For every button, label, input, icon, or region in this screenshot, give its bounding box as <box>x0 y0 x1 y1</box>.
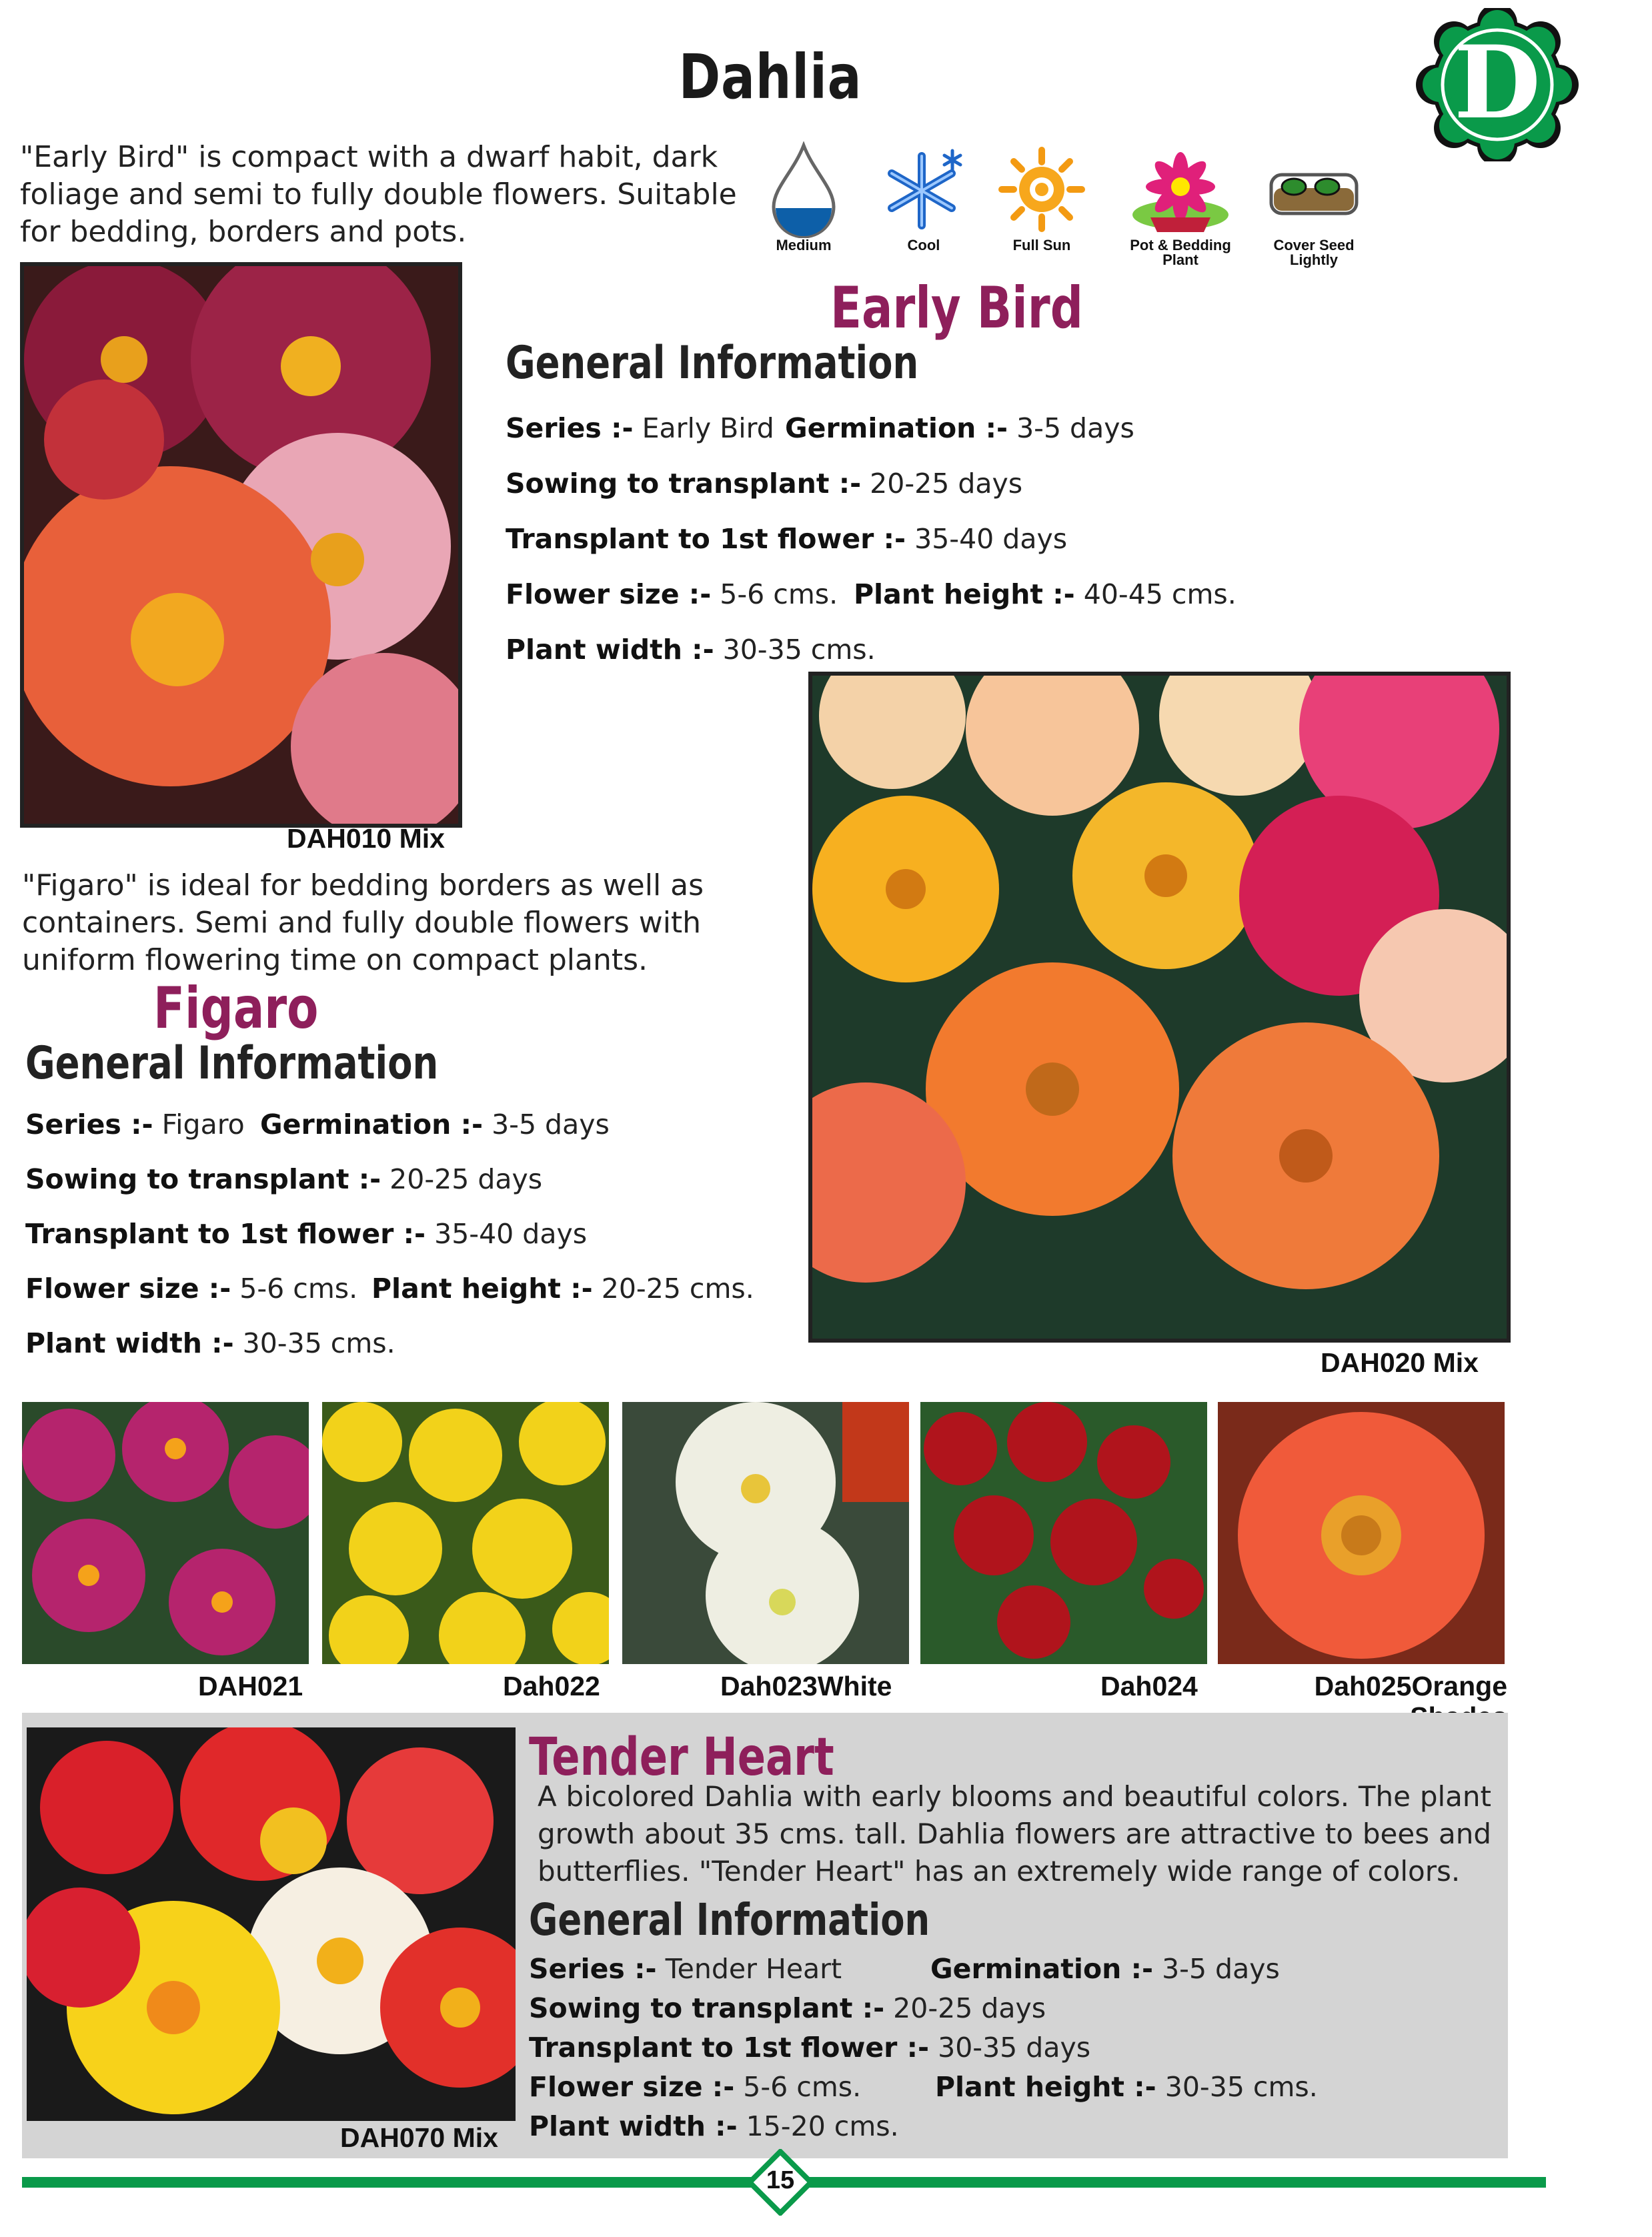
plant-width-value: 15-20 cms. <box>746 2110 899 2142</box>
early-bird-photo <box>20 262 462 828</box>
strip-flower <box>552 1592 609 1664</box>
strip-flower <box>997 1585 1070 1659</box>
page-number: 15 <box>766 2166 795 2194</box>
strip-flower <box>1007 1402 1087 1482</box>
transplant-label: Transplant to 1st flower :- <box>529 2032 930 2064</box>
sun-icon <box>995 145 1088 237</box>
germination-label: Germination :- <box>260 1108 484 1141</box>
tender-heart-series-row <box>529 1953 842 1985</box>
pot-flower-icon <box>1124 148 1237 237</box>
early-bird-title: Early Bird <box>830 275 1083 341</box>
tender-heart-flower-size-row <box>529 2071 861 2103</box>
tender-heart-germination-row <box>930 1953 1280 1985</box>
strip-photo-dah025 <box>1218 1402 1505 1664</box>
sowing-label: Sowing to transplant :- <box>529 1992 885 2024</box>
plant-width-label: Plant width :- <box>506 634 714 666</box>
transplant-label: Transplant to 1st flower :- <box>25 1218 426 1250</box>
seed-tray-icon <box>1267 168 1361 224</box>
figaro-plant-width-row <box>25 1327 395 1359</box>
sowing-label: Sowing to transplant :- <box>25 1163 381 1195</box>
figaro-photo <box>808 672 1511 1343</box>
flower-size-value: 5-6 cms. <box>239 1273 358 1305</box>
series-value: Tender Heart <box>665 1953 842 1985</box>
strip-photo-dah022 <box>322 1402 609 1664</box>
early-bird-photo-caption: DAH010 Mix <box>287 823 445 854</box>
strip-flower <box>22 1409 115 1502</box>
figaro-title: Figaro <box>153 975 319 1042</box>
flower-size-label: Flower size :- <box>506 578 712 610</box>
early-bird-plant-height-row <box>854 578 1236 610</box>
tender-heart-description: A bicolored Dahlia with early blooms and beautiful colors. The plant growth about 35 cms. tall. Dahlia flowers are attractive to bees and butterflies. "Tender Heart" has an extremely wide range of colors. <box>538 1780 1491 1888</box>
early-bird-plant-width-row <box>506 634 876 666</box>
page-number-badge <box>747 2149 814 2216</box>
sowing-value: 20-25 days <box>389 1163 543 1195</box>
icon-label-full-sun: Full Sun <box>1012 237 1071 253</box>
strip-caption-dah024: Dah024 <box>1100 1671 1198 1701</box>
strip-caption-dah022: Dah022 <box>503 1671 600 1701</box>
tender-heart-title: Tender Heart <box>529 1727 834 1787</box>
snowflake-icon <box>880 147 967 236</box>
series-value: Figaro <box>161 1108 245 1141</box>
early-bird-series-row <box>506 412 774 444</box>
early-bird-transplant-row <box>506 523 1067 555</box>
sowing-value: 20-25 days <box>870 468 1023 500</box>
transplant-value: 35-40 days <box>914 523 1068 555</box>
tender-heart-plant-height-row <box>935 2071 1318 2103</box>
flower-size-value: 5-6 cms. <box>743 2071 862 2103</box>
early-bird-germination-row <box>785 412 1134 444</box>
logo-letter: D <box>1453 24 1541 141</box>
series-label: Series :- <box>25 1108 153 1141</box>
tender-heart-transplant-row <box>529 2032 1090 2064</box>
transplant-label: Transplant to 1st flower :- <box>506 523 906 555</box>
icon-label-cover-seed: Cover Seed Lightly <box>1273 237 1355 268</box>
figaro-description: "Figaro" is ideal for bedding borders as well as containers. Semi and fully double flowers with uniform flowering time on compact plants. <box>22 868 704 977</box>
flower-size-label: Flower size :- <box>25 1273 231 1305</box>
series-label: Series :- <box>506 412 634 444</box>
flower-size-label: Flower size :- <box>529 2071 735 2103</box>
germination-label: Germination :- <box>930 1953 1154 1985</box>
figaro-sowing-row <box>25 1163 542 1195</box>
strip-flower <box>229 1435 309 1529</box>
figaro-germination-row <box>260 1108 610 1141</box>
icon-label-pot-bedding: Pot & Bedding Plant <box>1130 237 1231 268</box>
icon-label-cool: Cool <box>907 237 940 253</box>
strip-flower <box>322 1402 402 1482</box>
strip-flower <box>924 1412 997 1485</box>
strip-photo-dah023 <box>622 1402 909 1664</box>
page-title: Dahlia <box>678 41 862 113</box>
tender-heart-photo <box>27 1727 516 2121</box>
strip-photo-dah024 <box>920 1402 1207 1664</box>
plant-width-value: 30-35 cms. <box>722 634 876 666</box>
figaro-transplant-row <box>25 1218 587 1250</box>
plant-height-value: 20-25 cms. <box>601 1273 754 1305</box>
series-label: Series :- <box>529 1953 657 1985</box>
figaro-plant-height-row <box>371 1273 754 1305</box>
figaro-photo-caption: DAH020 Mix <box>1321 1347 1479 1378</box>
tender-heart-photo-caption: DAH070 Mix <box>340 2122 498 2153</box>
strip-caption-dah021: DAH021 <box>198 1671 303 1701</box>
figaro-flower-size-row <box>25 1273 357 1305</box>
sowing-value: 20-25 days <box>893 1992 1046 2024</box>
early-bird-general-info: General Information <box>506 337 919 390</box>
strip-flower <box>1097 1425 1170 1499</box>
germination-value: 3-5 days <box>1162 1953 1280 1985</box>
water-drop-icon <box>767 141 840 241</box>
tender-heart-sowing-row <box>529 1992 1046 2024</box>
early-bird-description: "Early Bird" is compact with a dwarf habit, dark foliage and semi to fully double flowers. Suitable for bedding, borders and pots. <box>20 140 737 249</box>
plant-height-label: Plant height :- <box>371 1273 593 1305</box>
figaro-series-row <box>25 1108 245 1141</box>
early-bird-sowing-row <box>506 468 1022 500</box>
plant-width-value: 30-35 cms. <box>242 1327 395 1359</box>
figaro-general-info: General Information <box>25 1037 439 1090</box>
transplant-value: 30-35 days <box>938 2032 1091 2064</box>
strip-flower <box>329 1595 409 1664</box>
brand-logo <box>1411 8 1584 161</box>
strip-caption-dah025: Dah025Orange <box>1314 1671 1507 1701</box>
plant-width-label: Plant width :- <box>25 1327 234 1359</box>
sowing-label: Sowing to transplant :- <box>506 468 862 500</box>
strip-flower <box>439 1592 526 1664</box>
early-bird-flower-size-row <box>506 578 838 610</box>
strip-flower <box>349 1502 442 1595</box>
strip-photo-dah021 <box>22 1402 309 1664</box>
transplant-value: 35-40 days <box>434 1218 588 1250</box>
plant-height-value: 40-45 cms. <box>1083 578 1236 610</box>
strip-flower <box>1144 1559 1204 1619</box>
plant-height-label: Plant height :- <box>935 2071 1156 2103</box>
strip-flower <box>472 1499 572 1599</box>
strip-flower <box>409 1409 502 1502</box>
care-icons <box>760 141 1387 275</box>
plant-height-value: 30-35 cms. <box>1164 2071 1318 2103</box>
strip-flower <box>519 1402 606 1485</box>
icon-label-medium: Medium <box>776 237 832 253</box>
germination-value: 3-5 days <box>1016 412 1134 444</box>
strip-flower <box>954 1495 1034 1575</box>
germination-value: 3-5 days <box>492 1108 610 1141</box>
flower-size-value: 5-6 cms. <box>720 578 838 610</box>
strip-caption-dah023: Dah023White <box>720 1671 892 1701</box>
tender-heart-plant-width-row <box>529 2110 899 2142</box>
series-value: Early Bird <box>642 412 774 444</box>
plant-width-label: Plant width :- <box>529 2110 738 2142</box>
germination-label: Germination :- <box>785 412 1008 444</box>
strip-flower <box>1050 1499 1137 1585</box>
tender-heart-general-info: General Information <box>529 1894 930 1946</box>
plant-height-label: Plant height :- <box>854 578 1075 610</box>
